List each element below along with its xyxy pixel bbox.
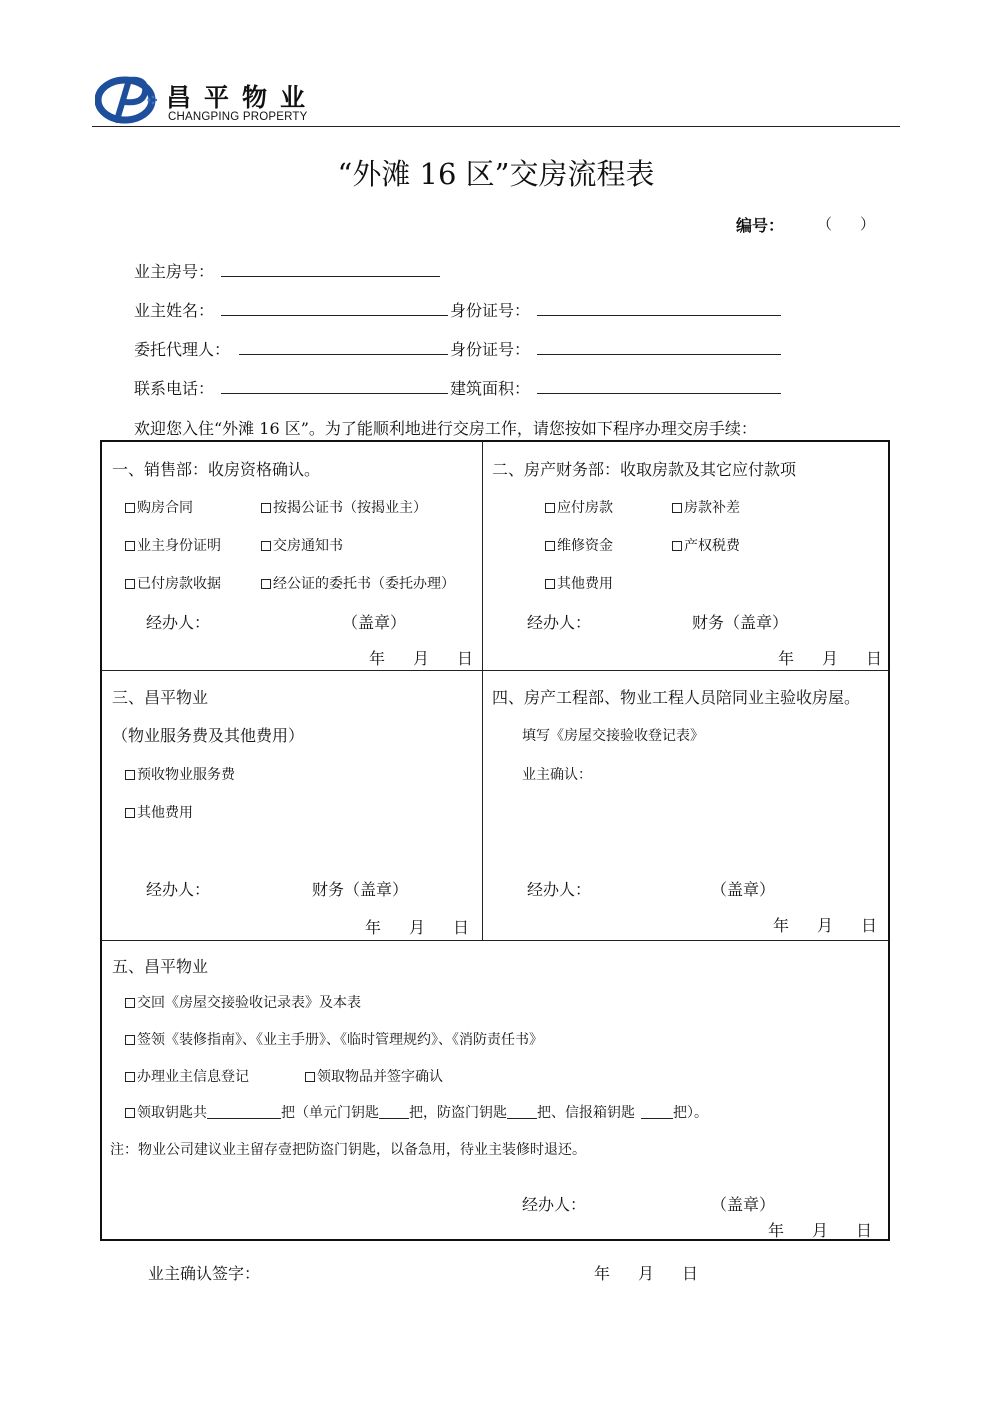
checkbox[interactable] (261, 541, 271, 551)
sec4-stamp-label: （盖章） (711, 880, 776, 899)
sec1-item-handover-notice[interactable]: 交房通知书 (261, 535, 343, 555)
sec5-handler-label: 经办人： (522, 1195, 587, 1214)
sec1-stamp-label: （盖章） (342, 613, 407, 632)
sec1-date-month: 月 (413, 649, 430, 668)
phone-label: 联系电话： (134, 379, 215, 398)
sec1-title: 一、销售部：收房资格确认。 (112, 460, 321, 479)
sec2-item-property-tax[interactable]: 产权税费 (672, 535, 740, 555)
checkbox[interactable] (672, 541, 682, 551)
sec1-date-day: 日 (457, 649, 474, 668)
sec3-date-year: 年 (365, 918, 382, 937)
sec1-date-year: 年 (369, 649, 386, 668)
checkbox[interactable] (261, 579, 271, 589)
room-no-field[interactable] (221, 276, 440, 277)
total-keys-blank[interactable] (207, 1106, 281, 1119)
header-rule (92, 126, 900, 127)
sec4-date-year: 年 (773, 916, 790, 935)
owner-name-field[interactable] (221, 315, 448, 316)
unit-door-keys-blank[interactable] (379, 1106, 409, 1119)
sec3-date-month: 月 (409, 918, 426, 937)
agent-field[interactable] (239, 354, 448, 355)
sec2-title: 二、房产财务部：收取房款及其它应付款项 (492, 460, 797, 479)
sec5-item-collect-keys[interactable]: 领取钥匙共 把（单元门钥匙 把，防盗门钥匙 把、信报箱钥匙 把）。 (125, 1102, 708, 1122)
table-row-divider-1 (101, 670, 889, 671)
sec5-note: 注：物业公司建议业主留存壹把防盗门钥匙，以备急用，待业主装修时退还。 (110, 1142, 586, 1158)
sec2-handler-label: 经办人： (527, 613, 592, 632)
sec2-item-maintenance-fund[interactable]: 维修资金 (545, 535, 613, 555)
serial-paren-open: （ (817, 215, 833, 233)
sec5-item-collect-items[interactable]: 领取物品并签字确认 (305, 1066, 443, 1086)
logo-english-name: CHANGPING PROPERTY (168, 111, 308, 123)
checkbox[interactable] (545, 503, 555, 513)
checkbox[interactable] (125, 1108, 135, 1118)
sec3-stamp-label: 财务（盖章） (312, 880, 409, 899)
table-row-divider-2 (101, 940, 889, 941)
owner-name-label: 业主姓名： (134, 301, 215, 320)
sec3-item-prepaid-service-fee[interactable]: 预收物业服务费 (125, 764, 235, 784)
sec1-handler-label: 经办人： (146, 613, 211, 632)
sec3-item-other-fees[interactable]: 其他费用 (125, 802, 193, 822)
sec3-date-day: 日 (453, 918, 470, 937)
sec5-item-return-record[interactable]: 交回《房屋交接验收记录表》及本表 (125, 992, 361, 1012)
agent-id-label: 身份证号： (450, 340, 531, 359)
agent-id-field[interactable] (537, 354, 781, 355)
checkbox[interactable] (125, 770, 135, 780)
serial-label: 编号： (736, 216, 785, 235)
sec5-date-day: 日 (856, 1221, 873, 1240)
sec4-fill-form-text: 填写《房屋交接验收登记表》 (522, 728, 704, 744)
room-no-label: 业主房号： (134, 262, 215, 281)
intro-text: 欢迎您入住“外滩 16 区”。为了能顺利地进行交房工作，请您按如下程序办理交房手续： (134, 419, 757, 438)
sec2-item-price-diff[interactable]: 房款补差 (672, 497, 740, 517)
sec3-handler-label: 经办人： (146, 880, 211, 899)
checkbox[interactable] (125, 808, 135, 818)
agent-label: 委托代理人： (134, 340, 231, 359)
sec1-item-owner-id[interactable]: 业主身份证明 (125, 535, 221, 555)
checkbox[interactable] (125, 541, 135, 551)
sec2-item-payable[interactable]: 应付房款 (545, 497, 613, 517)
company-logo (95, 70, 159, 126)
area-field[interactable] (537, 393, 781, 394)
sec2-item-other-fees[interactable]: 其他费用 (545, 573, 613, 593)
sec2-date-day: 日 (866, 649, 883, 668)
sec5-title: 五、昌平物业 (112, 957, 209, 976)
security-door-keys-blank[interactable] (507, 1106, 537, 1119)
checkbox[interactable] (672, 503, 682, 513)
sec2-stamp-label: 财务（盖章） (692, 613, 789, 632)
owner-id-label: 身份证号： (450, 301, 531, 320)
document-title: “外滩 16 区”交房流程表 (337, 157, 655, 191)
sec5-date-month: 月 (812, 1221, 829, 1240)
sec4-date-day: 日 (861, 916, 878, 935)
checkbox[interactable] (545, 579, 555, 589)
checkbox[interactable] (261, 503, 271, 513)
serial-paren-close: ） (860, 215, 876, 233)
sec4-title: 四、房产工程部、物业工程人员陪同业主验收房屋。 (492, 688, 861, 707)
checkbox[interactable] (305, 1072, 315, 1082)
checkbox[interactable] (125, 998, 135, 1008)
sec2-date-month: 月 (822, 649, 839, 668)
owner-signature-label: 业主确认签字： (148, 1264, 261, 1283)
sec5-date-year: 年 (768, 1221, 785, 1240)
footer-date-month: 月 (638, 1264, 655, 1283)
logo-chinese-name: 昌平物业 (166, 83, 319, 112)
checkbox[interactable] (545, 541, 555, 551)
sec5-item-sign-documents[interactable]: 签领《装修指南》、《业主手册》、《临时管理规约》、《消防责任书》 (125, 1029, 543, 1049)
area-label: 建筑面积： (450, 379, 531, 398)
checkbox[interactable] (125, 1035, 135, 1045)
footer-date-day: 日 (682, 1264, 699, 1283)
checkbox[interactable] (125, 1072, 135, 1082)
mailbox-keys-blank[interactable] (641, 1106, 673, 1119)
owner-id-field[interactable] (537, 315, 781, 316)
checkbox[interactable] (125, 579, 135, 589)
sec4-owner-confirm-label: 业主确认： (522, 767, 592, 783)
sec3-subtitle: （物业服务费及其他费用） (112, 726, 305, 745)
phone-field[interactable] (221, 393, 448, 394)
sec1-item-notarized-proxy[interactable]: 经公证的委托书（委托办理） (261, 573, 455, 593)
sec3-title: 三、昌平物业 (112, 688, 209, 707)
table-col-divider (482, 441, 483, 940)
sec4-handler-label: 经办人： (527, 880, 592, 899)
sec1-item-contract[interactable]: 购房合同 (125, 497, 193, 517)
sec2-date-year: 年 (778, 649, 795, 668)
checkbox[interactable] (125, 503, 135, 513)
sec4-date-month: 月 (817, 916, 834, 935)
sec5-stamp-label: （盖章） (711, 1195, 776, 1214)
sec5-item-owner-info-registration[interactable]: 办理业主信息登记 (125, 1066, 249, 1086)
footer-date-year: 年 (594, 1264, 611, 1283)
sec1-item-payment-receipt[interactable]: 已付房款收据 (125, 573, 221, 593)
sec1-item-mortgage-notary[interactable]: 按揭公证书（按揭业主） (261, 497, 427, 517)
